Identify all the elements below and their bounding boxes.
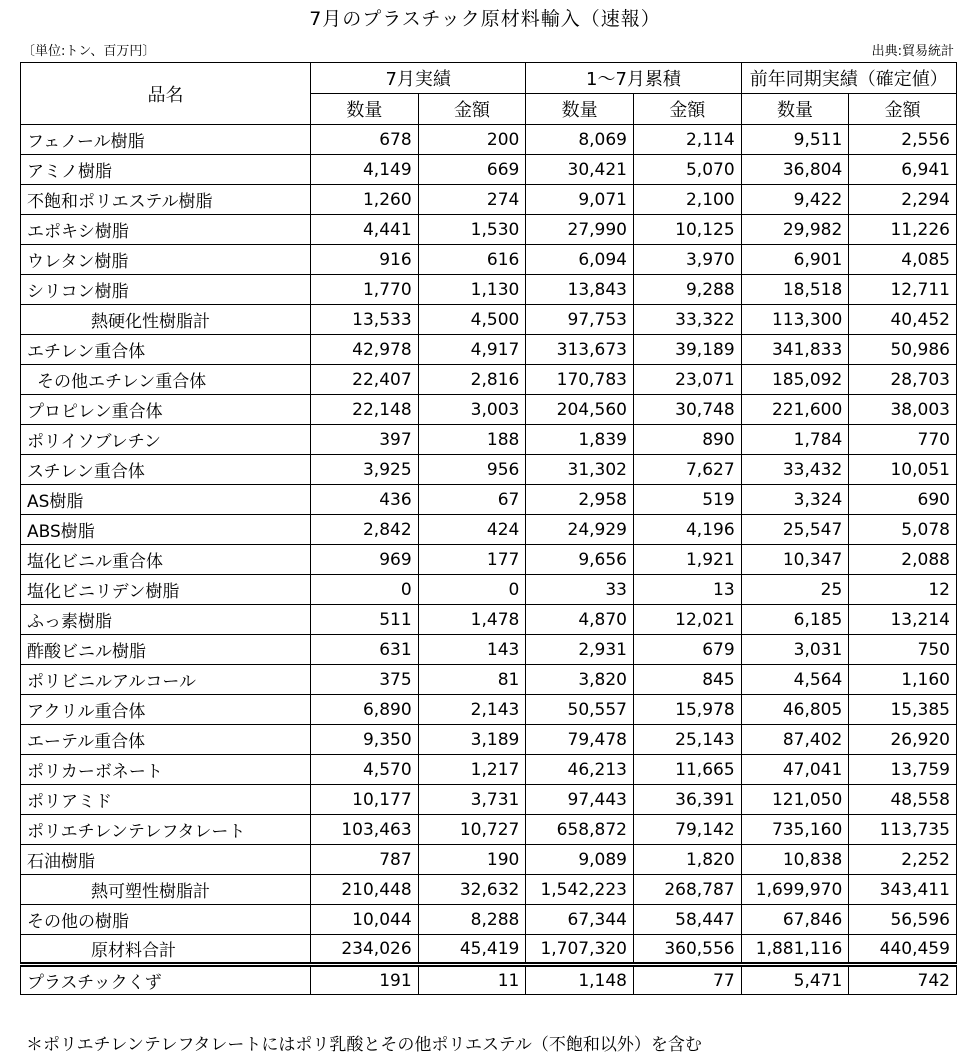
table-row bbox=[21, 335, 957, 365]
row-value-cell: 3,970 bbox=[633, 245, 741, 275]
row-value-cell: 40,452 bbox=[849, 305, 957, 335]
table-row bbox=[21, 425, 957, 455]
row-value-cell: 31,302 bbox=[526, 455, 634, 485]
row-value-cell: 15,385 bbox=[849, 695, 957, 725]
row-value-cell: 30,421 bbox=[526, 155, 634, 185]
table-row bbox=[21, 395, 957, 425]
row-value-cell: 13 bbox=[633, 575, 741, 605]
row-value-cell: 97,443 bbox=[526, 785, 634, 815]
row-value-cell: 956 bbox=[418, 455, 526, 485]
row-value-cell: 87,402 bbox=[741, 725, 849, 755]
row-name-cell: フェノール樹脂 bbox=[21, 125, 311, 155]
table-row bbox=[21, 455, 957, 485]
row-value-cell: 12 bbox=[849, 575, 957, 605]
row-value-cell: 2,088 bbox=[849, 545, 957, 575]
row-value-cell: 188 bbox=[418, 425, 526, 455]
row-value-cell: 3,731 bbox=[418, 785, 526, 815]
row-value-cell: 67,344 bbox=[526, 905, 634, 935]
row-name-cell: その他の樹脂 bbox=[21, 905, 311, 935]
row-value-cell: 50,557 bbox=[526, 695, 634, 725]
table-row bbox=[21, 665, 957, 695]
table-body bbox=[21, 125, 957, 995]
row-name-cell: ふっ素樹脂 bbox=[21, 605, 311, 635]
row-value-cell: 143 bbox=[418, 635, 526, 665]
row-value-cell: 210,448 bbox=[311, 875, 419, 905]
row-value-cell: 58,447 bbox=[633, 905, 741, 935]
row-value-cell: 25,143 bbox=[633, 725, 741, 755]
row-value-cell: 2,100 bbox=[633, 185, 741, 215]
row-value-cell: 5,078 bbox=[849, 515, 957, 545]
table-row bbox=[21, 545, 957, 575]
row-value-cell: 3,031 bbox=[741, 635, 849, 665]
row-value-cell: 22,407 bbox=[311, 365, 419, 395]
row-name-cell: ポリイソブレチン bbox=[21, 425, 311, 455]
row-value-cell: 9,089 bbox=[526, 845, 634, 875]
row-value-cell: 2,958 bbox=[526, 485, 634, 515]
row-value-cell: 13,759 bbox=[849, 755, 957, 785]
row-value-cell: 397 bbox=[311, 425, 419, 455]
table-row bbox=[21, 575, 957, 605]
row-value-cell: 3,189 bbox=[418, 725, 526, 755]
row-value-cell: 30,748 bbox=[633, 395, 741, 425]
row-value-cell: 1,784 bbox=[741, 425, 849, 455]
table-row bbox=[21, 785, 957, 815]
row-value-cell: 7,627 bbox=[633, 455, 741, 485]
row-name-cell: エチレン重合体 bbox=[21, 335, 311, 365]
unit-note: 〔単位:トン、百万円〕 bbox=[22, 44, 156, 59]
row-value-cell: 2,252 bbox=[849, 845, 957, 875]
row-value-cell: 77 bbox=[633, 965, 741, 995]
row-value-cell: 25 bbox=[741, 575, 849, 605]
row-value-cell: 10,177 bbox=[311, 785, 419, 815]
row-value-cell: 274 bbox=[418, 185, 526, 215]
row-value-cell: 33,322 bbox=[633, 305, 741, 335]
row-value-cell: 24,929 bbox=[526, 515, 634, 545]
row-value-cell: 890 bbox=[633, 425, 741, 455]
row-value-cell: 511 bbox=[311, 605, 419, 635]
row-value-cell: 4,149 bbox=[311, 155, 419, 185]
row-value-cell: 2,294 bbox=[849, 185, 957, 215]
page-title: 7月のプラスチック原材料輸入（速報） bbox=[309, 8, 661, 30]
row-value-cell: 200 bbox=[418, 125, 526, 155]
row-value-cell: 29,982 bbox=[741, 215, 849, 245]
row-value-cell: 9,288 bbox=[633, 275, 741, 305]
row-value-cell: 12,021 bbox=[633, 605, 741, 635]
row-value-cell: 11,226 bbox=[849, 215, 957, 245]
row-value-cell: 185,092 bbox=[741, 365, 849, 395]
header-amount: 金額 bbox=[418, 94, 526, 125]
row-value-cell: 9,422 bbox=[741, 185, 849, 215]
table-row bbox=[21, 815, 957, 845]
row-value-cell: 9,350 bbox=[311, 725, 419, 755]
row-value-cell: 121,050 bbox=[741, 785, 849, 815]
row-value-cell: 616 bbox=[418, 245, 526, 275]
row-value-cell: 12,711 bbox=[849, 275, 957, 305]
row-value-cell: 375 bbox=[311, 665, 419, 695]
row-name-cell: スチレン重合体 bbox=[21, 455, 311, 485]
row-value-cell: 26,920 bbox=[849, 725, 957, 755]
row-value-cell: 2,556 bbox=[849, 125, 957, 155]
row-value-cell: 3,003 bbox=[418, 395, 526, 425]
table-row bbox=[21, 275, 957, 305]
row-value-cell: 9,656 bbox=[526, 545, 634, 575]
table-row bbox=[21, 725, 957, 755]
table-row bbox=[21, 485, 957, 515]
row-value-cell: 1,542,223 bbox=[526, 875, 634, 905]
row-value-cell: 28,703 bbox=[849, 365, 957, 395]
header-quantity: 数量 bbox=[311, 94, 419, 125]
row-value-cell: 6,901 bbox=[741, 245, 849, 275]
row-value-cell: 343,411 bbox=[849, 875, 957, 905]
row-value-cell: 42,978 bbox=[311, 335, 419, 365]
header-name: 品名 bbox=[21, 63, 311, 125]
row-value-cell: 67,846 bbox=[741, 905, 849, 935]
table-row bbox=[21, 365, 957, 395]
row-name-cell: その他エチレン重合体 bbox=[21, 365, 311, 395]
row-value-cell: 1,707,320 bbox=[526, 935, 634, 965]
row-value-cell: 22,148 bbox=[311, 395, 419, 425]
row-value-cell: 46,213 bbox=[526, 755, 634, 785]
row-value-cell: 97,753 bbox=[526, 305, 634, 335]
row-value-cell: 787 bbox=[311, 845, 419, 875]
row-value-cell: 39,189 bbox=[633, 335, 741, 365]
row-value-cell: 750 bbox=[849, 635, 957, 665]
row-value-cell: 4,500 bbox=[418, 305, 526, 335]
table-row bbox=[21, 875, 957, 905]
source-note: 出典:貿易統計 bbox=[871, 44, 954, 59]
row-value-cell: 4,870 bbox=[526, 605, 634, 635]
row-name-cell: 酢酸ビニル樹脂 bbox=[21, 635, 311, 665]
row-value-cell: 440,459 bbox=[849, 935, 957, 965]
row-value-cell: 1,260 bbox=[311, 185, 419, 215]
table-row bbox=[21, 185, 957, 215]
row-value-cell: 234,026 bbox=[311, 935, 419, 965]
header-group-cumulative: 1～7月累積 bbox=[526, 63, 741, 94]
row-value-cell: 679 bbox=[633, 635, 741, 665]
table-row bbox=[21, 605, 957, 635]
row-value-cell: 2,816 bbox=[418, 365, 526, 395]
row-value-cell: 4,564 bbox=[741, 665, 849, 695]
row-value-cell: 519 bbox=[633, 485, 741, 515]
table-row bbox=[21, 635, 957, 665]
header-amount: 金額 bbox=[849, 94, 957, 125]
row-value-cell: 47,041 bbox=[741, 755, 849, 785]
row-value-cell: 1,770 bbox=[311, 275, 419, 305]
row-value-cell: 190 bbox=[418, 845, 526, 875]
row-name-cell: 不飽和ポリエステル樹脂 bbox=[21, 185, 311, 215]
row-value-cell: 1,130 bbox=[418, 275, 526, 305]
row-value-cell: 735,160 bbox=[741, 815, 849, 845]
row-value-cell: 11 bbox=[418, 965, 526, 995]
table-row bbox=[21, 695, 957, 725]
row-value-cell: 669 bbox=[418, 155, 526, 185]
table-row bbox=[21, 905, 957, 935]
import-table bbox=[20, 62, 957, 995]
row-value-cell: 2,842 bbox=[311, 515, 419, 545]
row-name-cell: 熱可塑性樹脂計 bbox=[21, 875, 311, 905]
row-value-cell: 1,921 bbox=[633, 545, 741, 575]
row-name-cell: 原材料合計 bbox=[21, 935, 311, 965]
row-name-cell: シリコン樹脂 bbox=[21, 275, 311, 305]
row-value-cell: 10,727 bbox=[418, 815, 526, 845]
row-value-cell: 1,530 bbox=[418, 215, 526, 245]
row-value-cell: 13,843 bbox=[526, 275, 634, 305]
row-value-cell: 45,419 bbox=[418, 935, 526, 965]
row-value-cell: 0 bbox=[418, 575, 526, 605]
table-row bbox=[21, 125, 957, 155]
table-row bbox=[21, 215, 957, 245]
row-value-cell: 33,432 bbox=[741, 455, 849, 485]
row-value-cell: 690 bbox=[849, 485, 957, 515]
row-value-cell: 10,051 bbox=[849, 455, 957, 485]
table-row bbox=[21, 845, 957, 875]
row-value-cell: 113,300 bbox=[741, 305, 849, 335]
row-name-cell: ウレタン樹脂 bbox=[21, 245, 311, 275]
row-value-cell: 27,990 bbox=[526, 215, 634, 245]
row-name-cell: 熱硬化性樹脂計 bbox=[21, 305, 311, 335]
row-value-cell: 204,560 bbox=[526, 395, 634, 425]
table-row bbox=[21, 935, 957, 965]
table-row bbox=[21, 965, 957, 995]
header-amount: 金額 bbox=[633, 94, 741, 125]
row-value-cell: 191 bbox=[311, 965, 419, 995]
row-name-cell: エーテル重合体 bbox=[21, 725, 311, 755]
row-value-cell: 103,463 bbox=[311, 815, 419, 845]
row-name-cell: プロピレン重合体 bbox=[21, 395, 311, 425]
row-name-cell: 塩化ビニル重合体 bbox=[21, 545, 311, 575]
row-value-cell: 1,478 bbox=[418, 605, 526, 635]
row-value-cell: 13,214 bbox=[849, 605, 957, 635]
row-value-cell: 1,160 bbox=[849, 665, 957, 695]
row-value-cell: 50,986 bbox=[849, 335, 957, 365]
row-value-cell: 424 bbox=[418, 515, 526, 545]
header-group-july: 7月実績 bbox=[311, 63, 526, 94]
row-value-cell: 5,471 bbox=[741, 965, 849, 995]
row-value-cell: 631 bbox=[311, 635, 419, 665]
row-value-cell: 177 bbox=[418, 545, 526, 575]
table-row bbox=[21, 515, 957, 545]
row-value-cell: 770 bbox=[849, 425, 957, 455]
row-value-cell: 658,872 bbox=[526, 815, 634, 845]
row-value-cell: 46,805 bbox=[741, 695, 849, 725]
row-name-cell: アミノ樹脂 bbox=[21, 155, 311, 185]
row-value-cell: 341,833 bbox=[741, 335, 849, 365]
row-value-cell: 10,125 bbox=[633, 215, 741, 245]
row-value-cell: 10,838 bbox=[741, 845, 849, 875]
row-name-cell: アクリル重合体 bbox=[21, 695, 311, 725]
row-value-cell: 56,596 bbox=[849, 905, 957, 935]
table-row bbox=[21, 755, 957, 785]
row-name-cell: プラスチックくず bbox=[21, 965, 311, 995]
row-name-cell: ポリカーボネート bbox=[21, 755, 311, 785]
row-value-cell: 4,570 bbox=[311, 755, 419, 785]
row-value-cell: 6,094 bbox=[526, 245, 634, 275]
row-value-cell: 3,324 bbox=[741, 485, 849, 515]
row-value-cell: 8,288 bbox=[418, 905, 526, 935]
row-value-cell: 221,600 bbox=[741, 395, 849, 425]
row-value-cell: 1,839 bbox=[526, 425, 634, 455]
row-value-cell: 10,044 bbox=[311, 905, 419, 935]
table-row bbox=[21, 305, 957, 335]
row-value-cell: 1,881,116 bbox=[741, 935, 849, 965]
row-value-cell: 4,917 bbox=[418, 335, 526, 365]
row-value-cell: 6,890 bbox=[311, 695, 419, 725]
footnote: ＊ポリエチレンテレフタレートにはポリ乳酸とその他ポリエステル（不飽和以外）を含む bbox=[26, 1035, 702, 1055]
row-name-cell: エポキシ樹脂 bbox=[21, 215, 311, 245]
row-name-cell: ポリビニルアルコール bbox=[21, 665, 311, 695]
row-value-cell: 1,217 bbox=[418, 755, 526, 785]
row-name-cell: ポリアミド bbox=[21, 785, 311, 815]
row-value-cell: 81 bbox=[418, 665, 526, 695]
row-value-cell: 0 bbox=[311, 575, 419, 605]
row-value-cell: 8,069 bbox=[526, 125, 634, 155]
row-value-cell: 5,070 bbox=[633, 155, 741, 185]
row-value-cell: 742 bbox=[849, 965, 957, 995]
header-group-prev-year: 前年同期実績（確定値） bbox=[741, 63, 956, 94]
row-value-cell: 11,665 bbox=[633, 755, 741, 785]
row-value-cell: 678 bbox=[311, 125, 419, 155]
row-name-cell: AS樹脂 bbox=[21, 485, 311, 515]
row-value-cell: 1,699,970 bbox=[741, 875, 849, 905]
table-row bbox=[21, 155, 957, 185]
row-value-cell: 3,820 bbox=[526, 665, 634, 695]
row-value-cell: 23,071 bbox=[633, 365, 741, 395]
row-value-cell: 38,003 bbox=[849, 395, 957, 425]
row-value-cell: 313,673 bbox=[526, 335, 634, 365]
row-value-cell: 36,391 bbox=[633, 785, 741, 815]
header-quantity: 数量 bbox=[526, 94, 634, 125]
row-name-cell: 塩化ビニリデン樹脂 bbox=[21, 575, 311, 605]
row-value-cell: 916 bbox=[311, 245, 419, 275]
row-value-cell: 48,558 bbox=[849, 785, 957, 815]
row-value-cell: 436 bbox=[311, 485, 419, 515]
row-name-cell: ポリエチレンテレフタレート bbox=[21, 815, 311, 845]
row-value-cell: 969 bbox=[311, 545, 419, 575]
row-name-cell: ABS樹脂 bbox=[21, 515, 311, 545]
row-value-cell: 6,941 bbox=[849, 155, 957, 185]
row-value-cell: 4,085 bbox=[849, 245, 957, 275]
row-value-cell: 32,632 bbox=[418, 875, 526, 905]
row-value-cell: 2,114 bbox=[633, 125, 741, 155]
row-value-cell: 79,142 bbox=[633, 815, 741, 845]
row-name-cell: 石油樹脂 bbox=[21, 845, 311, 875]
row-value-cell: 10,347 bbox=[741, 545, 849, 575]
row-value-cell: 36,804 bbox=[741, 155, 849, 185]
row-value-cell: 9,071 bbox=[526, 185, 634, 215]
row-value-cell: 13,533 bbox=[311, 305, 419, 335]
row-value-cell: 15,978 bbox=[633, 695, 741, 725]
row-value-cell: 1,148 bbox=[526, 965, 634, 995]
row-value-cell: 4,196 bbox=[633, 515, 741, 545]
row-value-cell: 18,518 bbox=[741, 275, 849, 305]
row-value-cell: 25,547 bbox=[741, 515, 849, 545]
row-value-cell: 113,735 bbox=[849, 815, 957, 845]
row-value-cell: 360,556 bbox=[633, 935, 741, 965]
row-value-cell: 33 bbox=[526, 575, 634, 605]
row-value-cell: 268,787 bbox=[633, 875, 741, 905]
row-value-cell: 4,441 bbox=[311, 215, 419, 245]
row-value-cell: 170,783 bbox=[526, 365, 634, 395]
row-value-cell: 9,511 bbox=[741, 125, 849, 155]
table-row bbox=[21, 245, 957, 275]
row-value-cell: 2,931 bbox=[526, 635, 634, 665]
row-value-cell: 6,185 bbox=[741, 605, 849, 635]
row-value-cell: 1,820 bbox=[633, 845, 741, 875]
row-value-cell: 67 bbox=[418, 485, 526, 515]
row-value-cell: 845 bbox=[633, 665, 741, 695]
row-value-cell: 79,478 bbox=[526, 725, 634, 755]
row-value-cell: 2,143 bbox=[418, 695, 526, 725]
row-value-cell: 3,925 bbox=[311, 455, 419, 485]
header-quantity: 数量 bbox=[741, 94, 849, 125]
